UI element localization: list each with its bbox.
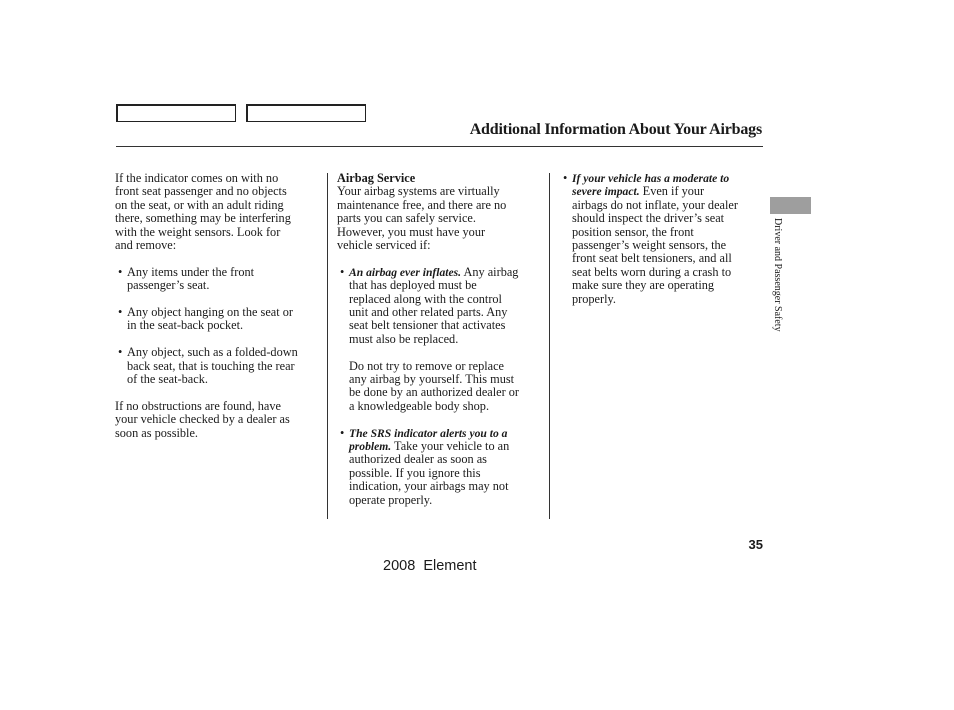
- col3-bullet-text: Even if your: [639, 184, 705, 199]
- col2-bullet-line: authorized dealer as soon as: [349, 452, 487, 467]
- col1-bullet-line: of the seat-back.: [127, 372, 208, 387]
- col1-bullet-line: passenger’s seat.: [127, 278, 210, 293]
- col3-bullet-line: make sure they are operating: [572, 278, 715, 293]
- col1-bullet: [115, 306, 325, 333]
- col1-outro-line: soon as possible.: [115, 425, 199, 440]
- bullet-lead: problem.: [349, 440, 392, 454]
- col1-outro-line: If no obstructions are found, have: [115, 398, 281, 413]
- col2-bullet-line: any airbag by yourself. This must: [349, 372, 515, 387]
- col3-bullet-line: position sensor, the front: [572, 224, 694, 239]
- col3-bullet-line: seat belts worn during a crash to: [572, 264, 732, 279]
- col2-bullet-text: Take your vehicle to an: [391, 439, 510, 454]
- col1-bullet-line: Any object, such as a folded-down: [127, 345, 298, 360]
- bullet-lead: severe impact.: [572, 185, 640, 199]
- col2-intro-line: However, you must have your: [337, 224, 486, 239]
- col2-bullet-line: a knowledgeable body shop.: [349, 398, 490, 413]
- col1-intro-line: and remove:: [115, 238, 177, 253]
- col2-bullet: [337, 427, 547, 507]
- bullet-dot: •: [340, 264, 345, 279]
- col1-intro-line: If the indicator comes on with no: [115, 171, 279, 185]
- col2-bullet-line: operate properly.: [349, 492, 433, 507]
- col1-bullet: [115, 266, 325, 293]
- section-heading: Airbag Service: [337, 171, 416, 185]
- section-label: Driver and Passenger Safety: [772, 218, 783, 332]
- col2-intro-line: parts you can safely service.: [337, 211, 476, 226]
- col3-bullet-line: passenger’s weight sensors, the: [572, 238, 727, 253]
- column-3: [560, 172, 765, 306]
- column-1: [115, 172, 325, 440]
- col2-bullet-line: seat belt tensioner that activates: [349, 318, 506, 333]
- col3-bullet-line: airbags do not inflate, your dealer: [572, 197, 738, 212]
- col2-bullet-line: that has deployed must be: [349, 278, 477, 293]
- footer-model: 2008 Element: [383, 558, 477, 574]
- col1-bullet-line: Any items under the front: [127, 264, 255, 279]
- col1-intro-line: with the weight sensors. Look for: [115, 224, 281, 239]
- bullet-lead: The SRS indicator alerts you to a: [349, 426, 508, 440]
- col2-intro-line: maintenance free, and there are no: [337, 197, 507, 212]
- col2-bullet: [337, 266, 547, 413]
- col2-bullet-text: Any airbag: [461, 264, 519, 279]
- column-divider: [549, 173, 550, 519]
- page-title: Additional Information About Your Airbags: [469, 121, 762, 138]
- col3-bullet-line: should inspect the driver’s seat: [572, 211, 725, 226]
- col1-bullet: [115, 346, 325, 386]
- col1-bullet-line: Any object hanging on the seat or: [127, 305, 293, 320]
- col1-bullet-line: in the seat-back pocket.: [127, 318, 244, 333]
- column-2: [337, 172, 547, 507]
- bullet-dot: •: [118, 305, 123, 320]
- col3-bullet-line: properly.: [572, 291, 616, 306]
- col1-intro-line: on the seat, or with an adult riding: [115, 197, 284, 212]
- section-tab: [770, 197, 811, 214]
- col2-bullet-line: indication, your airbags may not: [349, 479, 509, 494]
- col2-bullet-line: must also be replaced.: [349, 331, 459, 346]
- bullet-lead: If your vehicle has a moderate to: [572, 172, 730, 185]
- bullet-dot: •: [118, 264, 123, 279]
- col2-bullet-line: unit and other related parts. Any: [349, 305, 508, 320]
- col2-intro-line: Your airbag systems are virtually: [337, 184, 500, 199]
- title-divider: [116, 146, 763, 147]
- col3-bullet: [560, 172, 765, 306]
- nav-button-next[interactable]: [246, 104, 366, 122]
- col2-bullet-line: be done by an authorized dealer or: [349, 385, 520, 400]
- col1-bullet-line: back seat, that is touching the rear: [127, 358, 295, 373]
- col3-bullet-line: front seat belt tensioners, and all: [572, 251, 732, 266]
- col1-outro-line: your vehicle checked by a dealer as: [115, 412, 290, 427]
- col2-bullet-line: replaced along with the control: [349, 291, 502, 306]
- nav-button-previous[interactable]: [116, 104, 236, 122]
- col2-bullet-line: possible. If you ignore this: [349, 465, 481, 480]
- col2-bullet-line: Do not try to remove or replace: [349, 358, 505, 373]
- column-divider: [327, 173, 328, 519]
- bullet-dot: •: [340, 425, 345, 440]
- bullet-lead: An airbag ever inflates.: [349, 265, 462, 279]
- col1-intro-line: front seat passenger and no objects: [115, 184, 287, 199]
- page-number: 35: [748, 537, 763, 552]
- col2-intro-line: vehicle serviced if:: [337, 238, 431, 253]
- col1-intro-line: there, something may be interfering: [115, 211, 291, 226]
- bullet-dot: •: [563, 171, 568, 185]
- bullet-dot: •: [118, 345, 123, 360]
